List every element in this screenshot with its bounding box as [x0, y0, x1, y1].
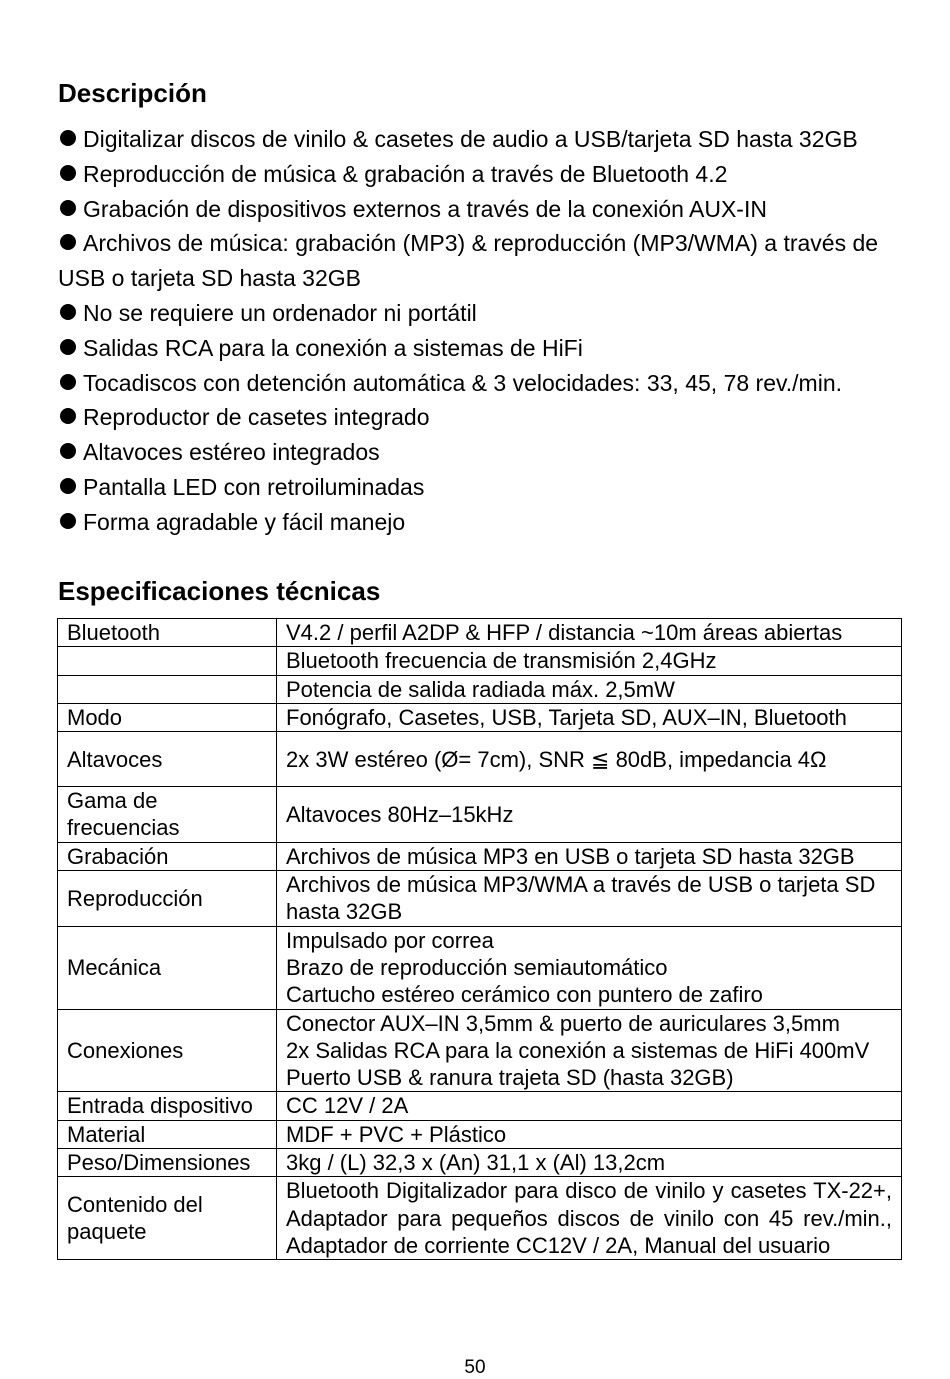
- bullet-icon: [60, 513, 76, 529]
- table-row: [58, 842, 902, 870]
- table-row: [58, 647, 902, 675]
- feature-text: Grabación de dispositivos externos a través de la conexión AUX-IN: [83, 195, 767, 222]
- spec-label: Mecánica: [58, 926, 277, 1009]
- feature-item: [58, 505, 903, 540]
- spec-value-line: CC 12V / 2A: [286, 1093, 409, 1119]
- feature-item: [58, 470, 903, 505]
- spec-value: [277, 787, 902, 843]
- feature-item: [58, 400, 903, 435]
- spec-value: [277, 1120, 902, 1148]
- spec-value-line: MDF + PVC + Plástico: [286, 1121, 507, 1147]
- feature-text: Archivos de música: grabación (MP3) & reproducción (MP3/WMA) a través de USB o tarjeta SD hasta 32GB: [58, 230, 879, 292]
- spec-value: [277, 703, 902, 731]
- spec-value: [277, 842, 902, 870]
- spec-value-line: V4.2 / perfil A2DP & HFP / distancia ~10m áreas abiertas: [286, 620, 843, 645]
- feature-item: [58, 331, 903, 366]
- spec-value: [277, 871, 902, 927]
- spec-label: Conexiones: [58, 1009, 277, 1092]
- spec-value-line: Brazo de reproducción semiautomático: [286, 954, 668, 980]
- table-row: [58, 1120, 902, 1148]
- spec-label: Bluetooth: [58, 619, 277, 647]
- spec-label: Reproducción: [58, 871, 277, 927]
- bullet-icon: [60, 443, 76, 459]
- spec-value: [277, 1149, 902, 1177]
- spec-label: Entrada dispositivo: [58, 1092, 277, 1120]
- table-row: [58, 732, 902, 787]
- feature-item: [58, 122, 903, 157]
- table-row: [58, 871, 902, 927]
- feature-list: [58, 122, 903, 540]
- feature-text: Forma agradable y fácil manejo: [83, 508, 406, 535]
- description-heading: Descripción: [58, 78, 207, 108]
- table-row: [58, 619, 902, 647]
- spec-label: Material: [58, 1120, 277, 1148]
- spec-value: [277, 732, 902, 787]
- spec-value-line: Bluetooth frecuencia de transmisión 2,4GHz: [286, 648, 717, 674]
- spec-label: Peso/Dimensiones: [58, 1149, 277, 1177]
- spec-value-line: Potencia de salida radiada máx. 2,5mW: [286, 676, 675, 702]
- spec-value-line: Altavoces 80Hz–15kHz: [286, 801, 514, 827]
- feature-text: Reproductor de casetes integrado: [83, 404, 430, 431]
- feature-text: Tocadiscos con detención automática & 3 velocidades: 33, 45, 78 rev./min.: [83, 369, 843, 396]
- spec-label: Altavoces: [58, 732, 277, 787]
- feature-text: Salidas RCA para la conexión a sistemas de HiFi: [83, 334, 583, 361]
- feature-text: Reproducción de música & grabación a través de Bluetooth 4.2: [83, 160, 728, 187]
- feature-text: No se requiere un ordenador ni portátil: [83, 299, 477, 326]
- spec-value-line: 3kg / (L) 32,3 x (An) 31,1 x (Al) 13,2cm: [286, 1150, 666, 1176]
- bullet-icon: [60, 374, 76, 390]
- spec-value-line: Cartucho estéreo cerámico con puntero de zafiro: [286, 982, 763, 1008]
- spec-value-line: 2x 3W estéreo (Ø= 7cm), SNR ≦ 80dB, impedancia 4Ω: [286, 746, 827, 772]
- table-row: [58, 1177, 902, 1260]
- feature-text: Altavoces estéreo integrados: [83, 439, 380, 466]
- spec-value: [277, 1092, 902, 1120]
- spec-label: [58, 675, 277, 703]
- bullet-icon: [60, 339, 76, 355]
- spec-value: [277, 619, 902, 647]
- spec-value-line: Archivos de música MP3/WMA a través de USB o tarjeta SD hasta 32GB: [286, 872, 876, 925]
- bullet-icon: [60, 234, 76, 250]
- spec-label: [58, 647, 277, 675]
- table-row: [58, 1149, 902, 1177]
- spec-value-line: Bluetooth Digitalizador para disco de vinilo y casetes TX-22+, Adaptador para pequeños discos de vinilo con 45 rev./min., Adaptador de corriente CC12V / 2A, Manual del usuario: [286, 1178, 892, 1258]
- spec-value-line: Impulsado por correa: [286, 927, 494, 953]
- spec-value-line: 2x Salidas RCA para la conexión a sistemas de HiFi 400mV: [286, 1037, 870, 1063]
- table-row: [58, 1092, 902, 1120]
- table-row: [58, 1009, 902, 1092]
- feature-item: [58, 157, 903, 192]
- bullet-icon: [60, 165, 76, 181]
- table-row: [58, 675, 902, 703]
- feature-item: [58, 192, 903, 227]
- spec-label: Modo: [58, 703, 277, 731]
- spec-value: [277, 926, 902, 1009]
- spec-value: [277, 1009, 902, 1092]
- table-row: [58, 926, 902, 1009]
- feature-item: [58, 435, 903, 470]
- bullet-icon: [60, 304, 76, 320]
- feature-item: [58, 226, 903, 296]
- feature-text: Digitalizar discos de vinilo & casetes de audio a USB/tarjeta SD hasta 32GB: [83, 126, 858, 152]
- feature-item: [58, 366, 903, 401]
- spec-value: [277, 1177, 902, 1260]
- feature-item: [58, 296, 903, 331]
- spec-value-line: Conector AUX–IN 3,5mm & puerto de auriculares 3,5mm: [286, 1010, 840, 1036]
- spec-value: [277, 647, 902, 675]
- spec-label: Grabación: [58, 842, 277, 870]
- table-row: [58, 787, 902, 843]
- spec-value-line: Archivos de música MP3 en USB o tarjeta SD hasta 32GB: [286, 843, 855, 869]
- spec-label: Contenido del paquete: [58, 1177, 277, 1260]
- spec-value-line: Puerto USB & ranura trajeta SD (hasta 32GB): [286, 1065, 734, 1091]
- page-number: 50: [464, 1357, 486, 1378]
- table-row: [58, 703, 902, 731]
- bullet-icon: [60, 408, 76, 424]
- spec-value: [277, 675, 902, 703]
- spec-label: Gama de frecuencias: [58, 787, 277, 843]
- specs-table: [57, 618, 902, 1260]
- bullet-icon: [60, 200, 76, 216]
- specs-heading: Especificaciones técnicas: [58, 576, 381, 606]
- bullet-icon: [60, 478, 76, 494]
- feature-text: Pantalla LED con retroiluminadas: [83, 473, 425, 500]
- bullet-icon: [60, 130, 76, 146]
- spec-value-line: Fonógrafo, Casetes, USB, Tarjeta SD, AUX–IN, Bluetooth: [286, 704, 847, 730]
